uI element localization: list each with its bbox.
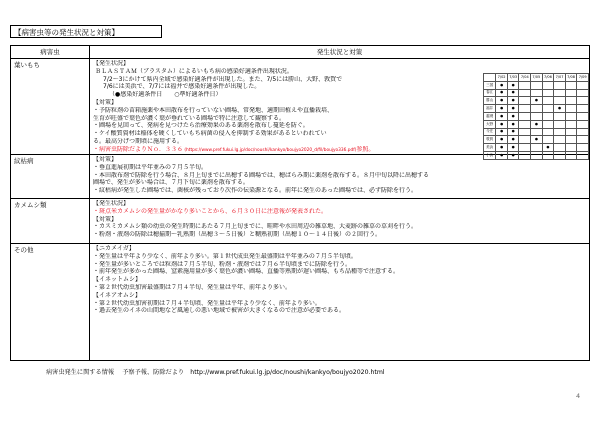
content-line <box>93 179 587 187</box>
content-line <box>93 276 587 284</box>
blastam-cell <box>565 112 577 120</box>
row-name: 葉いもち <box>14 61 40 69</box>
blastam-cell <box>519 128 531 136</box>
line-text: ・発生量が多いところでは粒剤は７月５半旬、粉剤・液剤では７月６半旬頃までに防除を行う。 <box>93 260 351 268</box>
blastam-table <box>483 73 589 160</box>
row-name: 紋枯病 <box>14 157 34 165</box>
blastam-cell <box>554 97 566 105</box>
row-name: カメムシ類 <box>14 201 47 209</box>
blastam-row <box>484 81 589 89</box>
content-line <box>93 187 587 195</box>
blastam-cell <box>565 81 577 89</box>
line-suffix: 参照。 <box>356 145 375 153</box>
line-text: 【発生状況】 <box>93 60 130 67</box>
line-text: ・過去発生のイネの山間地など風通しの悪い地域で被害が大きくなるので注意が必要である。 <box>93 307 345 315</box>
line-text: る。最高分げつ期頃に施用する。 <box>93 137 184 145</box>
content-line <box>93 268 587 276</box>
blastam-cell <box>542 128 554 136</box>
content-line <box>93 223 587 231</box>
table-row-other <box>11 244 589 360</box>
blastam-location: 大野 <box>484 120 496 128</box>
line-text: ・前年発生が多かった圃場、窒素施用量が多く葉色が濃い圃場、直播等熟期が遅い圃場、もち品種等で注意する。 <box>93 268 400 276</box>
blastam-cell: ● <box>496 81 508 89</box>
blastam-date: 7/02 <box>496 74 508 82</box>
content-line <box>93 216 587 224</box>
table-row-leaf-blast <box>11 59 589 155</box>
blastam-cell: ● <box>496 136 508 144</box>
line-text: 圃場で、発生が多い場合は、７月下旬に薬剤を散布する。 <box>93 179 249 187</box>
blastam-date: 7/07 <box>554 74 566 82</box>
blastam-date: 7/08 <box>565 74 577 82</box>
content-line <box>93 307 587 315</box>
blastam-cell: ● <box>507 105 519 113</box>
content-line <box>93 164 587 172</box>
blastam-date: 7/03 <box>507 74 519 82</box>
blastam-cell <box>554 89 566 97</box>
table-row-sheath-blight <box>11 155 589 199</box>
blastam-row <box>484 136 589 144</box>
blastam-cell <box>542 89 554 97</box>
blastam-cell: ● <box>507 151 519 159</box>
blastam-cell: ● <box>496 144 508 152</box>
blastam-cell: ● <box>507 128 519 136</box>
blastam-location: 福井 <box>484 105 496 113</box>
line-text: 【イネアオムシ】 <box>93 291 141 299</box>
blastam-cell <box>531 144 543 152</box>
blastam-cell <box>519 120 531 128</box>
blastam-row <box>484 120 589 128</box>
line-text: ・第２世代幼虫加害最盛期は７月４半旬、発生量は平年、前年より多い。 <box>93 283 292 291</box>
line-text: ・ケイ酸質資材は稲体を硬くしていもち病菌の侵入を抑制する効果があるといわれてい <box>93 130 327 138</box>
blastam-cell: ● <box>531 97 543 105</box>
line-text: ・カスミカメムシ類の幼虫の発生時期にあたる７月上旬までに、畦畔や水田周辺の雑草地、大麦跡の雑草の草刈を行う。 <box>93 223 418 231</box>
blastam-cell <box>542 112 554 120</box>
blastam-cell <box>577 89 589 97</box>
content-line <box>93 208 587 216</box>
blastam-cell <box>531 89 543 97</box>
blastam-cell: ● <box>496 128 508 136</box>
line-text: ・垂直進展初期は平年並みの７月５半旬。 <box>93 163 208 171</box>
blastam-cell <box>542 136 554 144</box>
line-text: ・発生量は平年より少なく、前年より多い。第１世代成虫発生最盛期は平年並みの７月５半旬頃。 <box>93 252 357 260</box>
blastam-location: 勝山 <box>484 97 496 105</box>
page-title: 【病害虫等の発生状況と対策】 <box>10 25 162 38</box>
blastam-cell: ● <box>507 97 519 105</box>
table-row-stink-bugs <box>11 199 589 244</box>
blastam-cell: ● <box>507 81 519 89</box>
blastam-cell <box>542 97 554 105</box>
blastam-cell: ● <box>496 151 508 159</box>
line-text: 【発生状況】 <box>93 200 130 207</box>
blastam-cell <box>565 120 577 128</box>
line-text: ・斑点米カメムシの発生量がかなり多いことから、６月３０日に注意報が発表された。 <box>93 207 328 215</box>
blastam-cell: ● <box>496 120 508 128</box>
blastam-date: 7/05 <box>531 74 543 82</box>
blastam-corner <box>484 74 496 82</box>
row-content <box>93 156 587 195</box>
blastam-cell: ● <box>507 89 519 97</box>
line-text: 【対策】 <box>93 215 118 223</box>
blastam-cell <box>531 81 543 89</box>
content-line <box>93 261 587 269</box>
content-line <box>93 292 587 300</box>
blastam-cell <box>519 112 531 120</box>
blastam-cell <box>531 105 543 113</box>
blastam-cell <box>565 97 577 105</box>
line-text: 【対策】 <box>93 98 118 106</box>
line-text: 【対策】 <box>93 156 118 163</box>
blastam-cell: ● <box>507 112 519 120</box>
line-text: ・第２世代幼虫加害初期は７月４半旬頃、発生量は平年より少なく、前年より多い。 <box>93 299 321 307</box>
row-content <box>93 245 587 315</box>
blastam-cell <box>565 136 577 144</box>
blastam-date: 7/06 <box>542 74 554 82</box>
blastam-cell: ● <box>507 144 519 152</box>
line-text: ・圃場を見回って、発病を見つけたら治療効果のある薬剤を散布し蔓延を防ぐ。 <box>93 122 309 130</box>
blastam-cell <box>577 105 589 113</box>
content-line <box>93 231 587 239</box>
line-text: ＢＬＡＳＴＡＭ（ブラスタム）によるいもち病の感染好適条件出現状況。 <box>95 67 293 75</box>
row-name: その他 <box>14 246 34 254</box>
blastam-cell <box>577 144 589 152</box>
blastam-location: 春江 <box>484 89 496 97</box>
blastam-cell: ● <box>496 112 508 120</box>
line-text: ・紋枯病が発生した圃場では、菌核が残っており次作の伝染源となる。前年に発生のあった圃場では、必ず防除を行う。 <box>93 187 417 195</box>
blastam-cell <box>565 105 577 113</box>
blastam-cell: ● <box>542 144 554 152</box>
line-text: ・粉剤・液剤の防除は穂揃期～乳熟期（出穂３～５日後）と糊熟初期（出穂１０～１４日後）の２回行う。 <box>93 231 382 239</box>
line-text: ・予防粒剤の苗箱施薬や本田散布を行っていない圃場、常発地、適期田植えや直播栽培、 <box>93 106 334 114</box>
line-text: 7/6には美浜で、7/7には福井で感染好適条件が出現した。 <box>103 83 261 91</box>
header-pest: 病害虫 <box>40 48 60 56</box>
blastam-cell <box>542 81 554 89</box>
blastam-cell <box>519 81 531 89</box>
blastam-cell: ● <box>554 105 566 113</box>
blastam-date: 7/04 <box>519 74 531 82</box>
reference-url[interactable]: (https://www.pref.fukui.lg.jp/doc/noushi/kankyo/boujyo2020_d/fil/boujyo336.pdf) <box>183 147 357 153</box>
blastam-cell <box>542 120 554 128</box>
blastam-cell <box>577 120 589 128</box>
page-number: 4 <box>576 392 581 400</box>
content-line <box>93 200 587 208</box>
blastam-cell <box>519 89 531 97</box>
blastam-cell <box>542 105 554 113</box>
blastam-cell: ● <box>531 136 543 144</box>
line-text: 生育が旺盛で葉色が濃く葉が垂れている圃場で特に注意して観察する。 <box>93 114 286 122</box>
blastam-cell <box>554 112 566 120</box>
footer-info: 病害虫発生に関する情報 予察予報、防除だより http://www.pref.fukui.lg.jp/doc/noushi/kankyo/boujyo2020.html <box>46 369 385 376</box>
blastam-cell: ● <box>496 97 508 105</box>
blastam-date: 7/09 <box>577 74 589 82</box>
content-line <box>93 60 587 68</box>
blastam-row <box>484 97 589 105</box>
blastam-cell <box>554 144 566 152</box>
blastam-cell <box>554 81 566 89</box>
blastam-cell <box>519 144 531 152</box>
blastam-cell <box>531 128 543 136</box>
blastam-cell <box>577 112 589 120</box>
line-text: ・本田散布剤で防除を行う場合、８月上旬までに出穂する圃場では、穂ばらみ期に薬剤を散布する。８月中旬以降に出穂する <box>93 171 430 179</box>
blastam-cell: ● <box>507 120 519 128</box>
blastam-cell <box>519 136 531 144</box>
blastam-cell <box>519 105 531 113</box>
content-line <box>93 300 587 308</box>
line-text: 【ニカメイガ】 <box>93 245 135 252</box>
blastam-cell <box>577 81 589 89</box>
blastam-cell <box>554 128 566 136</box>
blastam-location: 敦賀 <box>484 136 496 144</box>
blastam-cell <box>519 97 531 105</box>
blastam-cell <box>577 136 589 144</box>
pest-table <box>10 45 590 361</box>
blastam-cell <box>554 136 566 144</box>
blastam-cell <box>565 89 577 97</box>
table-header <box>11 46 589 59</box>
line-text: 【イネットムシ】 <box>93 276 141 284</box>
blastam-location: 小浜 <box>484 151 496 159</box>
blastam-location: 今庄 <box>484 128 496 136</box>
blastam-location: 美浜 <box>484 144 496 152</box>
blastam-location: 越廼 <box>484 112 496 120</box>
blastam-row <box>484 112 589 120</box>
line-text: 7/2～3にかけて県内全域で感染好適条件が出現した。また、7/5には勝山、大野、敦賀で <box>103 75 343 83</box>
line-text: （●感染好適条件日 ○準好適条件日） <box>109 91 222 99</box>
blastam-cell <box>554 120 566 128</box>
header-status: 発生状況と対策 <box>316 48 363 56</box>
content-line <box>93 284 587 292</box>
blastam-location: 三国 <box>484 81 496 89</box>
blastam-cell <box>565 128 577 136</box>
row-content <box>93 200 587 239</box>
blastam-cell <box>577 128 589 136</box>
blastam-cell: ● <box>531 120 543 128</box>
blastam-row <box>484 128 589 136</box>
blastam-cell: ● <box>496 89 508 97</box>
content-line <box>93 253 587 261</box>
blastam-cell <box>565 144 577 152</box>
blastam-row <box>484 144 589 152</box>
content-line <box>93 245 587 253</box>
content-line <box>93 156 587 164</box>
blastam-row <box>484 105 589 113</box>
blastam-row <box>484 89 589 97</box>
blastam-cell: ● <box>507 136 519 144</box>
content-line <box>93 172 587 180</box>
blastam-cell <box>577 97 589 105</box>
blastam-cell <box>531 112 543 120</box>
line-text: ・病害虫防除だよりＮｏ．３３６ <box>93 145 184 153</box>
blastam-cell: ● <box>496 105 508 113</box>
